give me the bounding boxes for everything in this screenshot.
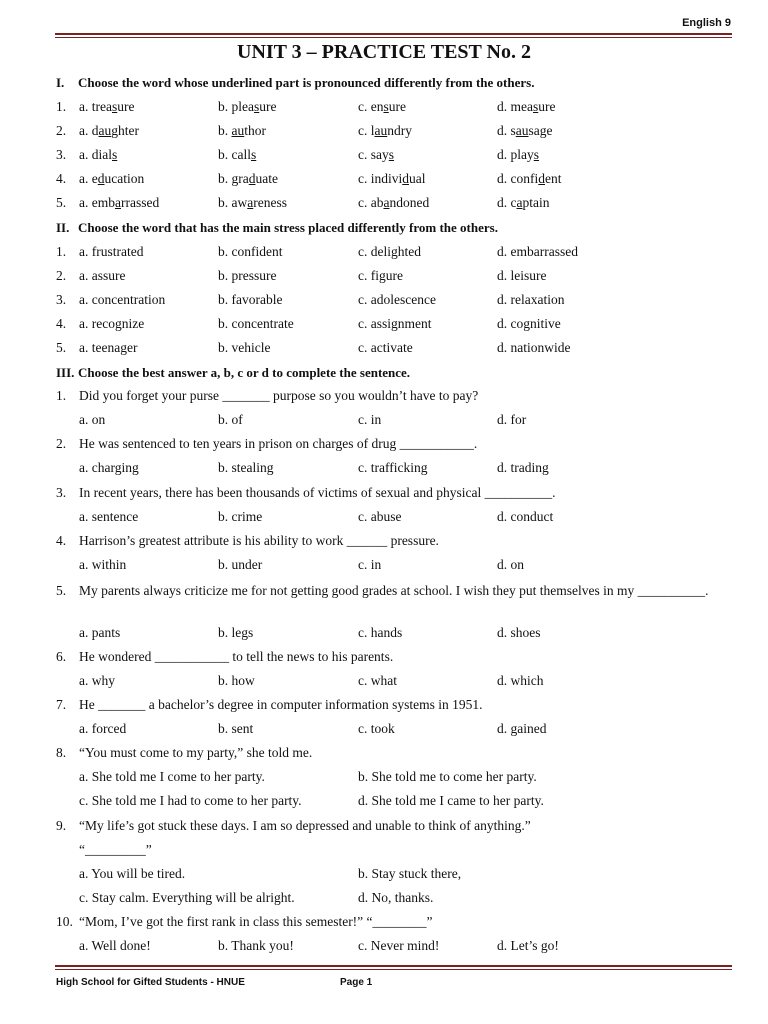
answer-row [56, 195, 732, 215]
answer-row [56, 244, 732, 264]
section-1-heading [56, 75, 534, 91]
underlined-part: a [115, 195, 121, 210]
option-d: d. on [497, 557, 524, 572]
word-part: c. en [358, 99, 384, 114]
section-text: Choose the word whose underlined part is pronounced differently from the others. [78, 75, 535, 90]
word-part: c. ab [358, 195, 384, 210]
option-d: d. embarrassed [497, 244, 578, 259]
answer-row [56, 890, 732, 910]
underlined-part: au [98, 123, 112, 138]
underlined-part: a [383, 195, 390, 210]
word-part: d. mea [497, 99, 533, 114]
option-a: a. She told me I come to her party. [79, 769, 265, 784]
word-part: a. dial [79, 147, 112, 162]
answer-row [56, 866, 732, 886]
option-b: b. Thank you! [218, 938, 294, 953]
word-part: b. gra [218, 171, 249, 186]
question-text: He _______ a bachelor’s degree in computer information systems in 1951. [79, 697, 483, 712]
option-b: b. confident [218, 244, 283, 259]
option-c: c. adolescence [358, 292, 436, 307]
answer-row [56, 793, 732, 813]
question-number: 1. [56, 388, 67, 403]
word-part: sage [528, 123, 553, 138]
option-d [497, 171, 562, 187]
word-part: a. emb [79, 195, 115, 210]
option-b: b. how [218, 673, 255, 688]
question-number: 2. [56, 436, 67, 451]
option-a [79, 195, 159, 211]
word-part: c. indivi [358, 171, 403, 186]
word-part: d. s [497, 123, 516, 138]
answer-row [56, 340, 732, 360]
option-d: d. No, thanks. [358, 890, 434, 905]
question-text: He was sentenced to ten years in prison on charges of drug ___________. [79, 436, 478, 451]
word-part: b. [218, 123, 232, 138]
option-d: d. conduct [497, 509, 554, 524]
word-part: ghter [111, 123, 139, 138]
underlined-part: a [516, 195, 523, 210]
underlined-part: s [533, 147, 540, 162]
word-part: reness [253, 195, 287, 210]
question-text: “You must come to my party,” she told me. [79, 745, 313, 760]
underlined-part: s [388, 147, 395, 162]
option-a: a. You will be tired. [79, 866, 186, 881]
section-text: Choose the word that has the main stress placed differently from the others. [78, 220, 498, 235]
option-b [218, 171, 278, 187]
option-c: c. assignment [358, 316, 432, 331]
item-number: 4. [56, 316, 67, 331]
underlined-part: s [383, 99, 389, 114]
underlined-part: s [111, 99, 118, 114]
option-a: a. Well done! [79, 938, 151, 953]
answer-row [56, 769, 732, 789]
section-number: III. [56, 365, 75, 380]
option-c: c. activate [358, 340, 413, 355]
question-text: Harrison’s greatest attribute is his ability to work ______ pressure. [79, 533, 439, 548]
word-part: d. play [497, 147, 534, 162]
section-number: II. [56, 220, 70, 235]
question-text: “My life’s got stuck these days. I am so depressed and unable to think of anything.” [79, 818, 531, 833]
word-part: ent [545, 171, 562, 186]
item-number: 2. [56, 123, 67, 138]
option-d: d. Let’s go! [497, 938, 559, 953]
option-b: b. of [218, 412, 243, 427]
option-c: c. hands [358, 625, 403, 640]
word-part: ndoned [389, 195, 430, 210]
answer-row [56, 268, 732, 288]
question-text: Did you forget your purse _______ purpose so you wouldn’t have to pay? [79, 388, 479, 403]
option-c: c. in [358, 557, 382, 572]
option-d: d. She told me I came to her party. [358, 793, 544, 808]
option-b [218, 147, 256, 163]
option-a: a. sentence [79, 509, 139, 524]
answer-row [56, 123, 732, 143]
section-number: I. [56, 75, 65, 90]
option-c: c. She told me I had to come to her party. [79, 793, 302, 808]
item-number: 2. [56, 268, 67, 283]
word-part: b. call [218, 147, 251, 162]
option-d [497, 123, 553, 139]
answer-row [56, 316, 732, 336]
underlined-part: a [247, 195, 254, 210]
answer-row [56, 625, 732, 645]
word-part: c. l [358, 123, 375, 138]
footer-rule [55, 965, 732, 967]
option-b: b. favorable [218, 292, 283, 307]
question-number: 7. [56, 697, 67, 712]
page-title: UNIT 3 – PRACTICE TEST No. 2 [237, 41, 531, 63]
answer-row [56, 557, 732, 577]
question-text: My parents always criticize me for not getting good grades at school. I wish they put themselves in my __________. [79, 583, 709, 598]
word-part: a. trea [79, 99, 112, 114]
option-a: a. charging [79, 460, 139, 475]
word-part: a. e [79, 171, 98, 186]
word-part: rrassed [121, 195, 160, 210]
word-part: b. plea [218, 99, 254, 114]
underlined-part: d [538, 171, 545, 186]
answer-row [56, 673, 732, 693]
option-c: c. took [358, 721, 395, 736]
section-text: Choose the best answer a, b, c or d to complete the sentence. [78, 365, 411, 380]
word-part: thor [244, 123, 266, 138]
word-part: d. confi [497, 171, 539, 186]
footer-page: Page 1 [340, 977, 373, 988]
answer-row [56, 509, 732, 529]
word-part: ure [388, 99, 406, 114]
answer-row [56, 292, 732, 312]
underlined-part: au [374, 123, 388, 138]
footer-school: High School for Gifted Students - HNUE [56, 977, 245, 988]
option-a: a. within [79, 557, 127, 572]
section-3-heading [56, 365, 410, 381]
question-number: 5. [56, 583, 67, 598]
option-b: b. stealing [218, 460, 274, 475]
option-c: c. Never mind! [358, 938, 440, 953]
option-d: d. which [497, 673, 544, 688]
option-a: a. recognize [79, 316, 145, 331]
question-number: 9. [56, 818, 67, 833]
option-b: b. under [218, 557, 263, 572]
option-c [358, 171, 426, 187]
word-part: ucation [104, 171, 145, 186]
option-d: d. relaxation [497, 292, 565, 307]
word-part: ndry [387, 123, 412, 138]
item-number: 5. [56, 195, 67, 210]
option-d: d. shoes [497, 625, 541, 640]
word-part: ual [409, 171, 426, 186]
option-b [218, 195, 287, 211]
option-c: c. Stay calm. Everything will be alright. [79, 890, 295, 905]
word-part: b. aw [218, 195, 248, 210]
item-number: 3. [56, 292, 67, 307]
question-number: 10. [56, 914, 73, 929]
option-d [497, 147, 539, 163]
word-part: uate [255, 171, 278, 186]
section-2-heading [56, 220, 498, 236]
option-c: c. figure [358, 268, 403, 283]
option-d: d. for [497, 412, 527, 427]
option-b: b. crime [218, 509, 263, 524]
option-b: b. concentrate [218, 316, 294, 331]
option-a: a. pants [79, 625, 121, 640]
header-rule-thin [55, 37, 732, 38]
option-d [497, 99, 556, 115]
question-number: 8. [56, 745, 67, 760]
option-d: d. gained [497, 721, 547, 736]
underlined-part: d [248, 171, 256, 186]
question-number: 6. [56, 649, 67, 664]
item-number: 1. [56, 99, 67, 114]
option-c [358, 195, 429, 211]
word-part: ptain [522, 195, 550, 210]
answer-row [56, 721, 732, 741]
word-part: a. d [79, 123, 99, 138]
item-number: 5. [56, 340, 67, 355]
option-d: d. nationwide [497, 340, 571, 355]
option-d [497, 195, 550, 211]
question-text: In recent years, there has been thousands of victims of sexual and physical __________. [79, 485, 556, 500]
word-part: ure [538, 99, 556, 114]
option-a [79, 99, 135, 115]
underlined-part: d [97, 171, 105, 186]
option-a: a. concentration [79, 292, 166, 307]
header-rule [55, 33, 732, 35]
answer-row [56, 147, 732, 167]
option-a: a. assure [79, 268, 126, 283]
option-a [79, 171, 144, 187]
option-d: d. cognitive [497, 316, 561, 331]
answer-row [56, 99, 732, 119]
word-part: ure [259, 99, 277, 114]
item-number: 4. [56, 171, 67, 186]
option-a: a. forced [79, 721, 127, 736]
option-c: c. trafficking [358, 460, 428, 475]
option-c: c. in [358, 412, 382, 427]
option-c [358, 147, 394, 163]
option-b [218, 99, 277, 115]
option-c [358, 123, 412, 139]
option-a [79, 147, 117, 163]
underlined-part: au [515, 123, 529, 138]
word-part: c. say [358, 147, 389, 162]
question-text: He wondered ___________ to tell the news to his parents. [79, 649, 394, 664]
question-number: 3. [56, 485, 67, 500]
option-b [218, 123, 266, 139]
underlined-part: s [254, 99, 260, 114]
option-b: b. Stay stuck there, [358, 866, 462, 881]
option-a: a. teenager [79, 340, 138, 355]
answer-row [56, 938, 732, 958]
option-b: b. legs [218, 625, 254, 640]
underlined-part: s [251, 147, 257, 162]
option-b: b. vehicle [218, 340, 271, 355]
response-blank: “_________” [79, 842, 152, 857]
option-c: c. delighted [358, 244, 421, 259]
option-b: b. pressure [218, 268, 277, 283]
underlined-part: au [231, 123, 245, 138]
word-part: ure [117, 99, 135, 114]
option-c [358, 99, 406, 115]
option-b: b. She told me to come her party. [358, 769, 537, 784]
answer-row [56, 460, 732, 480]
option-c: c. abuse [358, 509, 402, 524]
underlined-part: s [112, 147, 118, 162]
option-a: a. why [79, 673, 115, 688]
question-text: “Mom, I’ve got the first rank in class this semester!” “________” [79, 914, 433, 929]
option-d: d. leisure [497, 268, 547, 283]
answer-row [56, 412, 732, 432]
item-number: 3. [56, 147, 67, 162]
option-b: b. sent [218, 721, 254, 736]
footer-rule-thin [55, 969, 732, 970]
header-subject: English 9 [682, 17, 731, 29]
option-a: a. frustrated [79, 244, 144, 259]
option-a: a. on [79, 412, 106, 427]
underlined-part: d [402, 171, 409, 186]
word-part: d. c [497, 195, 517, 210]
underlined-part: s [533, 99, 539, 114]
answer-row [56, 171, 732, 191]
option-d: d. trading [497, 460, 549, 475]
option-a [79, 123, 139, 139]
question-number: 4. [56, 533, 67, 548]
option-c: c. what [358, 673, 397, 688]
item-number: 1. [56, 244, 67, 259]
